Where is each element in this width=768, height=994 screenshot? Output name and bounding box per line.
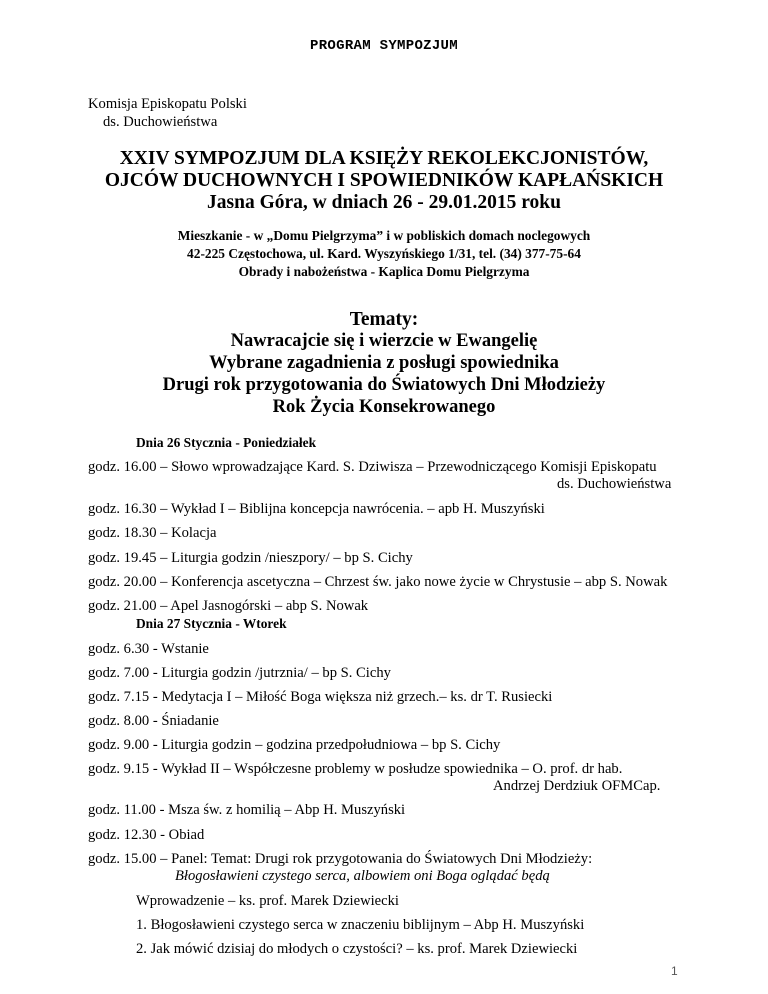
panel-subtitle: Błogosławieni czystego serca, albowiem oni Boga oglądać będą <box>175 868 550 884</box>
schedule-item: godz. 19.45 – Liturgia godzin /nieszpory/ – bp S. Cichy <box>88 550 413 566</box>
panel-point: 1. Błogosławieni czystego serca w znaczeniu biblijnym – Abp H. Muszyński <box>136 917 585 933</box>
info-line-1: Mieszkanie - w „Domu Pielgrzyma” i w pobliskich domach noclegowych <box>177 228 591 243</box>
panel-point: 2. Jak mówić dzisiaj do młodych o czystości? – ks. prof. Marek Dziewiecki <box>136 941 578 957</box>
theme-item: Drugi rok przygotowania do Światowych Dni Młodzieży <box>162 375 606 395</box>
schedule-item: godz. 16.30 – Wykład I – Biblijna koncepcja nawrócenia. – apb H. Muszyński <box>88 501 545 517</box>
schedule-item: godz. 21.00 – Apel Jasnogórski – abp S. Nowak <box>88 598 369 614</box>
schedule-item: godz. 12.30 - Obiad <box>88 827 205 843</box>
day-heading-1: Dnia 26 Stycznia - Poniedziałek <box>136 435 317 450</box>
schedule-item: godz. 8.00 - Śniadanie <box>88 713 219 729</box>
schedule-item: godz. 7.15 - Medytacja I – Miłość Boga większa niż grzech.– ks. dr T. Rusiecki <box>88 689 553 705</box>
day-heading-2: Dnia 27 Stycznia - Wtorek <box>136 616 287 631</box>
title-line-3: Jasna Góra, w dniach 26 - 29.01.2015 roku <box>207 192 561 213</box>
schedule-item: godz. 20.00 – Konferencja ascetyczna – Chrzest św. jako nowe życie w Chrystusie – abp S. Nowak <box>88 574 668 590</box>
schedule-item-continuation: ds. Duchowieństwa <box>557 476 672 492</box>
organizer-line-1: Komisja Episkopatu Polski <box>88 96 247 112</box>
themes-heading: Tematy: <box>349 309 419 330</box>
schedule-item: godz. 7.00 - Liturgia godzin /jutrznia/ – bp S. Cichy <box>88 665 391 681</box>
info-line-2: 42-225 Częstochowa, ul. Kard. Wyszyńskiego 1/31, tel. (34) 377-75-64 <box>187 246 581 261</box>
theme-item: Rok Życia Konsekrowanego <box>272 397 496 417</box>
schedule-item: godz. 9.15 - Wykład II – Współczesne problemy w posłudze spowiednika – O. prof. dr hab. <box>88 761 623 777</box>
title-line-2: OJCÓW DUCHOWNYCH I SPOWIEDNIKÓW KAPŁAŃSKICH <box>104 170 664 191</box>
theme-item: Wybrane zagadnienia z posługi spowiednika <box>209 353 559 373</box>
schedule-item: godz. 15.00 – Panel: Temat: Drugi rok przygotowania do Światowych Dni Młodzieży: <box>88 851 593 867</box>
title-line-1: XXIV SYMPOZJUM DLA KSIĘŻY REKOLEKCJONISTÓW, <box>119 148 649 169</box>
panel-point: Wprowadzenie – ks. prof. Marek Dziewiecki <box>136 893 399 909</box>
schedule-item: godz. 18.30 – Kolacja <box>88 525 217 541</box>
program-header: PROGRAM SYMPOZJUM <box>310 38 458 54</box>
schedule-item: godz. 9.00 - Liturgia godzin – godzina przedpołudniowa – bp S. Cichy <box>88 737 501 753</box>
info-line-3: Obrady i nabożeństwa - Kaplica Domu Pielgrzyma <box>238 264 530 279</box>
organizer-line-2: ds. Duchowieństwa <box>103 114 218 130</box>
schedule-item: godz. 11.00 - Msza św. z homilią – Abp H. Muszyński <box>88 802 406 818</box>
schedule-item: godz. 16.00 – Słowo wprowadzające Kard. S. Dziwisza – Przewodniczącego Komisji Episkopatu <box>88 459 657 475</box>
page-number: 1 <box>671 964 678 978</box>
theme-item: Nawracajcie się i wierzcie w Ewangelię <box>230 331 538 351</box>
schedule-item: godz. 6.30 - Wstanie <box>88 641 209 657</box>
schedule-item-continuation: Andrzej Derdziuk OFMCap. <box>493 778 661 794</box>
